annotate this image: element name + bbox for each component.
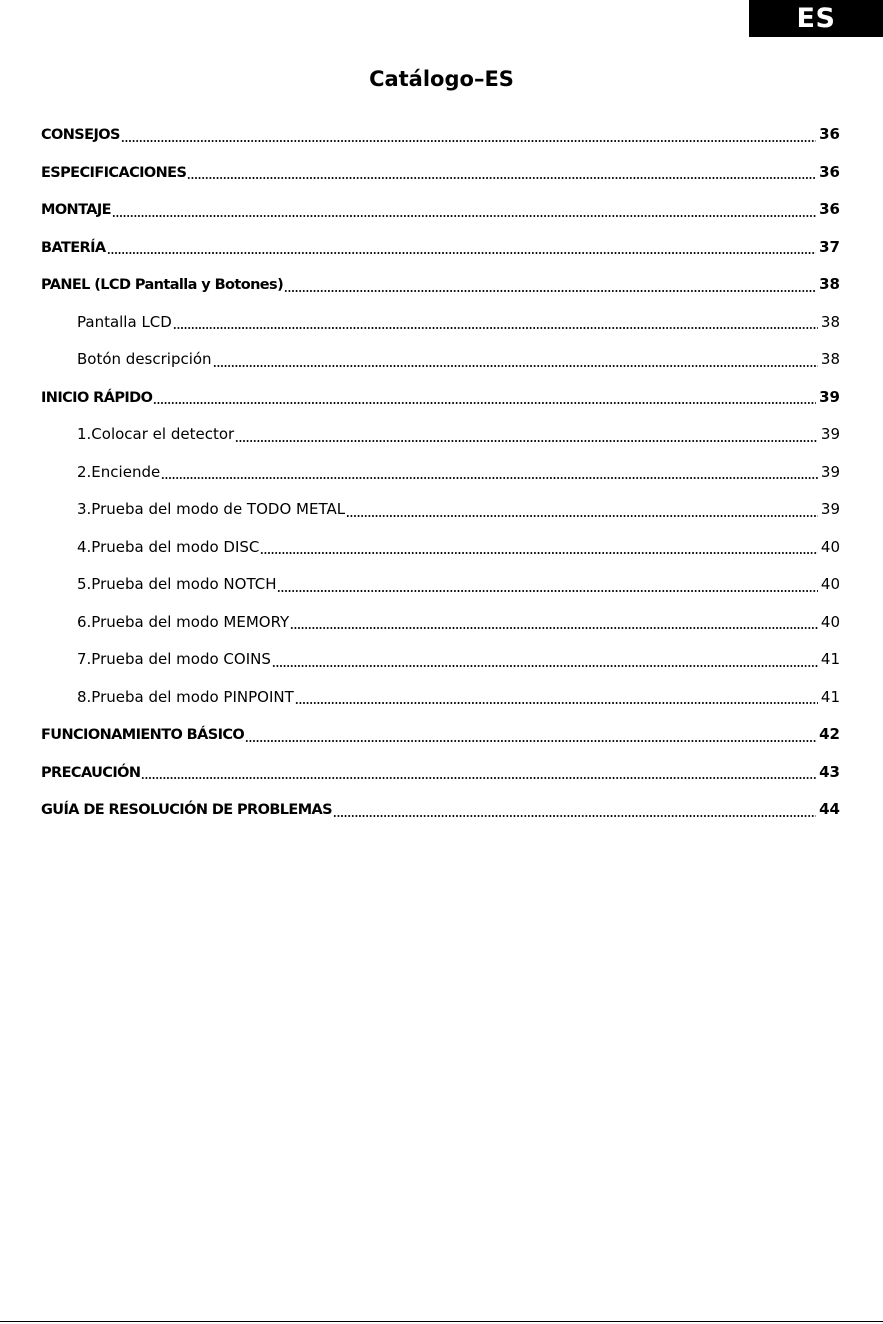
toc-leader-dots — [235, 440, 818, 442]
toc-entry-label: PANEL (LCD Pantalla y Botones) — [41, 277, 284, 293]
toc-entry[interactable] — [41, 529, 840, 567]
toc-leader-dots — [161, 477, 818, 479]
footer-divider — [0, 1321, 883, 1322]
toc-page-number: 41 — [820, 650, 840, 668]
toc-entry[interactable] — [41, 491, 840, 529]
toc-page-number: 43 — [819, 762, 840, 781]
toc-leader-dots — [112, 215, 816, 217]
toc-entry-label: 8.Prueba del modo PINPOINT — [77, 687, 294, 706]
toc-page-number: 39 — [820, 425, 840, 443]
toc-entry-label: 2.Enciende — [77, 462, 161, 481]
toc-leader-dots — [141, 777, 816, 779]
toc-entry[interactable] — [41, 266, 840, 304]
toc-entry[interactable] — [41, 304, 840, 342]
toc-page-number: 38 — [820, 312, 840, 331]
toc-entry[interactable] — [41, 791, 840, 829]
page-title: Catálogo–ES — [369, 67, 514, 91]
toc-page-number: 39 — [820, 500, 840, 518]
toc-entry[interactable] — [41, 679, 840, 717]
toc-page-number: 36 — [819, 200, 840, 218]
toc-entry[interactable] — [41, 754, 840, 792]
toc-page-number: 44 — [819, 800, 840, 818]
toc-leader-dots — [284, 290, 816, 292]
toc-entry-label: PRECAUCIÓN — [41, 764, 141, 781]
toc-leader-dots — [272, 665, 818, 667]
toc-entry-label: 7.Prueba del modo COINS — [77, 650, 271, 668]
toc-leader-dots — [187, 177, 816, 179]
toc-page-number: 36 — [819, 162, 840, 181]
toc-entry[interactable] — [41, 416, 840, 454]
toc-entry-label: BATERÍA — [41, 239, 106, 256]
toc-entry-label: 1.Colocar el detector — [77, 425, 235, 443]
toc-entry[interactable] — [41, 604, 840, 642]
toc-leader-dots — [295, 702, 818, 704]
toc-entry-label: MONTAJE — [41, 202, 111, 218]
toc-leader-dots — [153, 402, 816, 404]
toc-entry-label: CONSEJOS — [41, 127, 120, 143]
toc-page-number: 40 — [820, 612, 840, 631]
toc-leader-dots — [333, 815, 816, 817]
toc-page-number: 41 — [820, 687, 840, 706]
toc-page-number: 40 — [820, 575, 840, 593]
toc-entry-label: 3.Prueba del modo de TODO METAL — [77, 500, 346, 518]
toc-page-number: 39 — [819, 387, 840, 406]
toc-entry-label: Pantalla LCD — [77, 312, 172, 331]
toc-page-number: 39 — [820, 462, 840, 481]
toc-page-number: 36 — [819, 125, 840, 143]
toc-leader-dots — [346, 515, 818, 517]
language-tab: ES — [749, 0, 883, 37]
toc-entry-label: Botón descripción — [77, 350, 212, 368]
toc-leader-dots — [173, 327, 818, 329]
toc-entry-label: 4.Prueba del modo DISC — [77, 537, 260, 556]
toc-leader-dots — [107, 252, 817, 254]
toc-entry[interactable] — [41, 641, 840, 679]
toc-entry[interactable] — [41, 379, 840, 417]
toc-page-number: 37 — [819, 237, 840, 256]
toc-entry-label: 6.Prueba del modo MEMORY — [77, 612, 290, 631]
toc-leader-dots — [245, 740, 816, 742]
toc-entry-label: 5.Prueba del modo NOTCH — [77, 575, 277, 593]
table-of-contents — [41, 116, 840, 829]
toc-entry-label: GUÍA DE RESOLUCIÓN DE PROBLEMAS — [41, 802, 333, 818]
toc-entry[interactable] — [41, 566, 840, 604]
toc-leader-dots — [290, 627, 818, 629]
toc-page-number: 40 — [820, 537, 840, 556]
toc-page-number: 38 — [820, 350, 840, 368]
toc-entry-label: FUNCIONAMIENTO BÁSICO — [41, 727, 245, 743]
toc-entry[interactable] — [41, 229, 840, 267]
toc-entry[interactable] — [41, 154, 840, 192]
toc-leader-dots — [121, 140, 816, 142]
toc-leader-dots — [260, 552, 818, 554]
toc-leader-dots — [213, 365, 818, 367]
toc-page-number: 42 — [819, 725, 840, 743]
toc-entry[interactable] — [41, 341, 840, 379]
toc-page-number: 38 — [819, 275, 840, 293]
toc-entry[interactable] — [41, 191, 840, 229]
toc-entry[interactable] — [41, 716, 840, 754]
toc-entry-label: ESPECIFICACIONES — [41, 164, 187, 181]
toc-leader-dots — [277, 590, 817, 592]
toc-entry[interactable] — [41, 454, 840, 492]
toc-entry[interactable] — [41, 116, 840, 154]
toc-entry-label: INICIO RÁPIDO — [41, 389, 153, 406]
